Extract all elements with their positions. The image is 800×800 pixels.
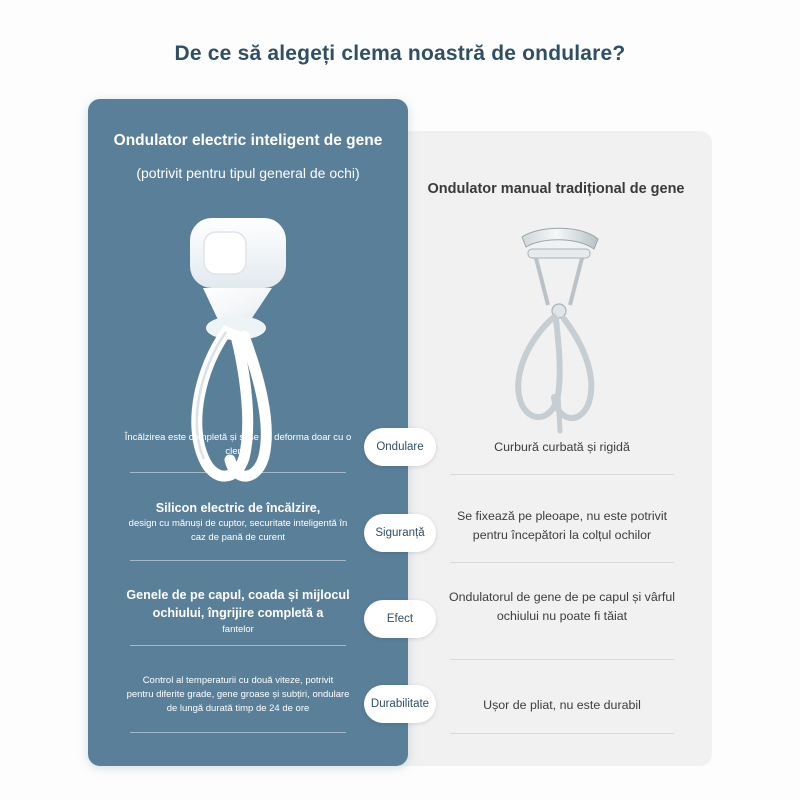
electric-feature-sub: pentru diferite grade, gene groase și subțiri, ondulare de lungă durată timp de 24 de ore [126, 688, 350, 714]
electric-feature-row [122, 431, 354, 459]
electric-feature-main: Încălzirea este completă și și se va deforma doar cu o clemă [124, 432, 352, 457]
electric-feature-main: Genele de pe capul, coada și mijlocul ochiului, îngrijire completă a [126, 588, 350, 621]
electric-feature-sub: design cu mănuși de cuptor, securitate inteligentă în caz de pană de curent [128, 518, 348, 544]
traditional-feature-row: Ondulatorul de gene de pe capul și vârful ochiului nu poate fi tăiat [449, 590, 675, 623]
divider [130, 472, 346, 473]
electric-feature-row [122, 499, 354, 545]
traditional-feature-row: Se fixează pe pleoape, nu este potrivit pentru începători la colțul ochilor [456, 509, 668, 542]
electric-panel-title: Ondulator electric inteligent de gene [113, 132, 383, 149]
divider [450, 562, 674, 563]
center-label-ondulare: Ondulare [364, 428, 436, 466]
electric-feature-row [122, 586, 354, 636]
divider [450, 474, 674, 475]
electric-feature-row [122, 674, 354, 715]
center-label-durabilitate: Durabilitate [364, 685, 436, 723]
traditional-panel-title: Ondulator manual tradițional de gene [427, 181, 685, 197]
traditional-feature-row: Curbură curbată și rigidă [494, 440, 630, 454]
comparison-container [88, 99, 712, 766]
divider [130, 645, 346, 646]
electric-panel-subtitle: (potrivit pentru tipul general de ochi) [136, 165, 360, 181]
electric-feature-main: Control al temperaturii cu două viteze, potrivit [142, 675, 334, 686]
divider [450, 659, 674, 660]
manual-eyelash-curler-illustration [478, 219, 638, 469]
divider [130, 732, 346, 733]
electric-feature-sub: fantelor [222, 623, 254, 635]
divider [130, 560, 346, 561]
divider [450, 733, 674, 734]
center-label-efect: Efect [364, 600, 436, 638]
page-title: De ce să alegeți clema noastră de ondulare? [174, 42, 626, 65]
center-label-siguranta: Siguranță [364, 514, 436, 552]
electric-feature-main: Silicon electric de încălzire, [155, 501, 321, 515]
traditional-feature-row: Ușor de pliat, nu este durabil [483, 698, 641, 712]
electric-eyelash-curler-illustration [148, 204, 348, 504]
